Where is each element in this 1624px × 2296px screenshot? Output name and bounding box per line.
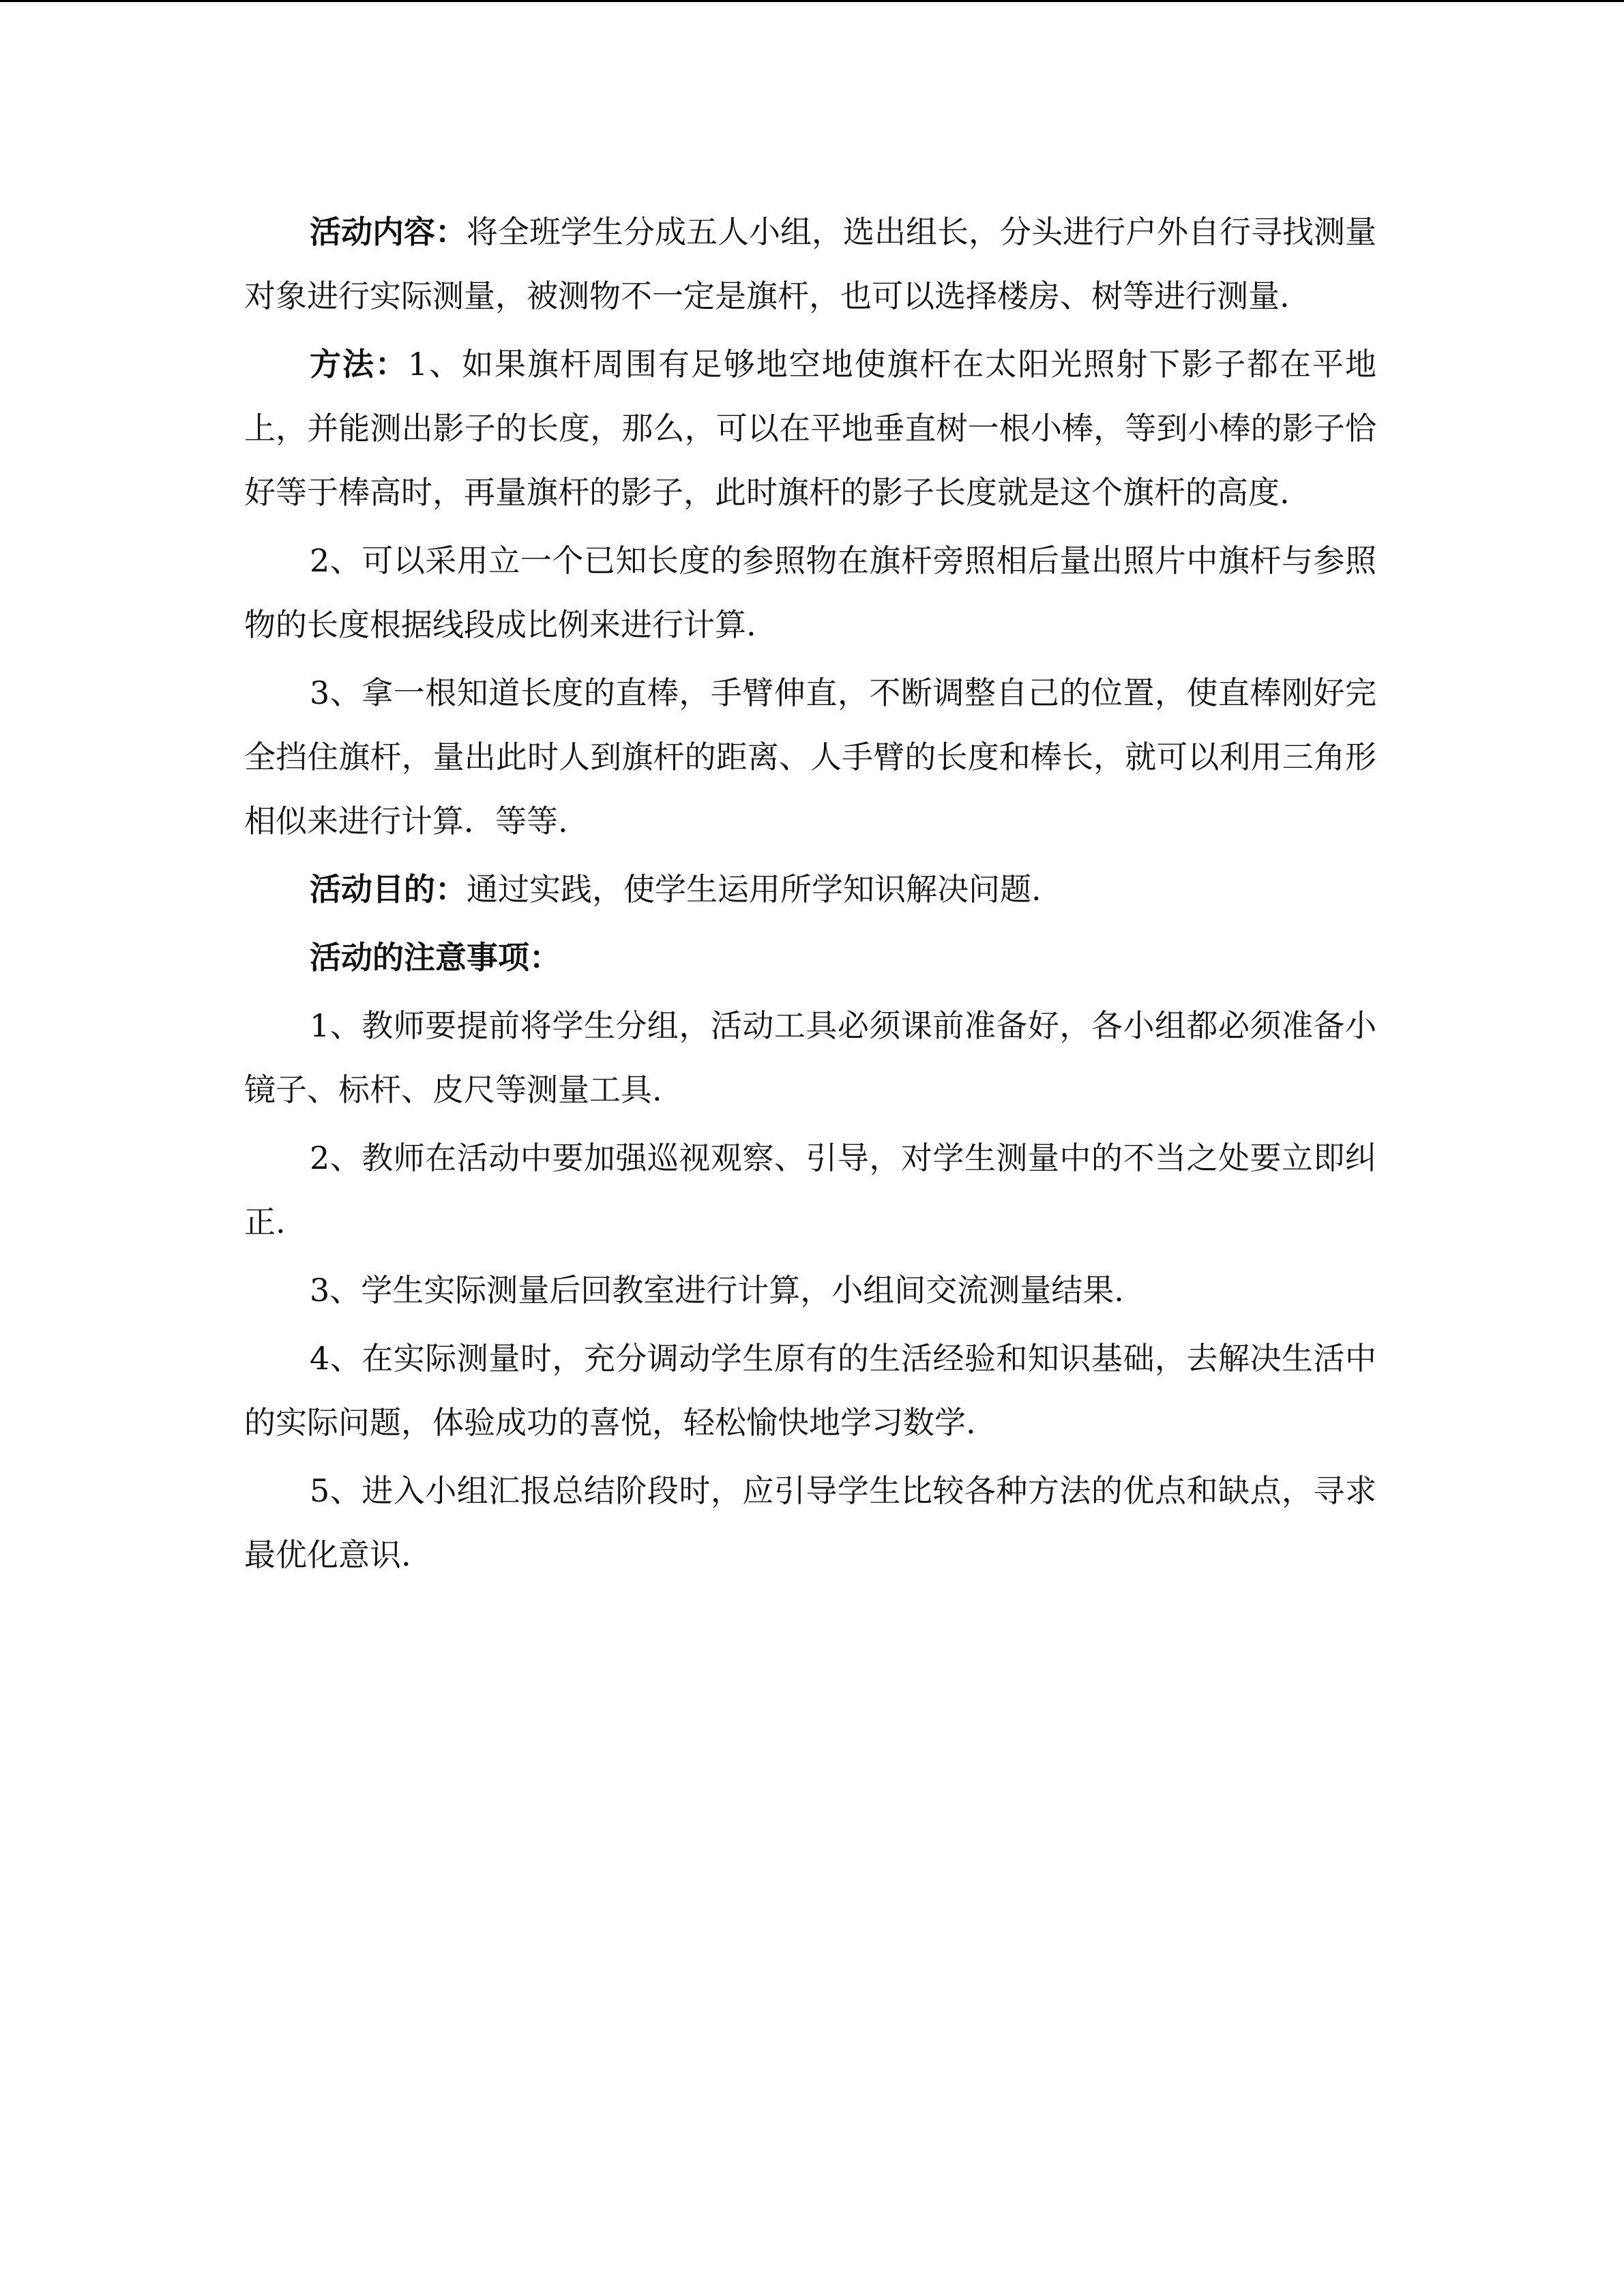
activity-content-text: 将全班学生分成五人小组，选出组长，分头进行户外自行寻找测量对象进行实际测量，被测物不一定是旗杆，也可以选择楼房、树等进行测量.	[244, 213, 1376, 314]
note-3-text: 3、学生实际测量后回教室进行计算，小组间交流测量结果.	[310, 1272, 1124, 1309]
note-2-text: 2、教师在活动中要加强巡视观察、引导，对学生测量中的不当之处要立即纠正.	[244, 1139, 1376, 1240]
method-3-text: 3、拿一根知道长度的直棒，手臂伸直，不断调整自己的位置，使直棒刚好完全挡住旗杆，量出此时人到旗杆的距离、人手臂的长度和棒长，就可以利用三角形相似来进行计算．等等.	[244, 674, 1376, 839]
paragraph-method-1	[244, 332, 1376, 524]
paragraph-note-3	[244, 1258, 1376, 1322]
paragraph-note-2	[244, 1126, 1376, 1254]
note-4-text: 4、在实际测量时，充分调动学生原有的生活经验和知识基础，去解决生活中的实际问题，体验成功的喜悦，轻松愉快地学习数学.	[244, 1340, 1376, 1441]
method-label: 方法：	[310, 346, 408, 383]
document-body	[244, 200, 1376, 1591]
activity-purpose-label: 活动目的：	[310, 871, 467, 908]
method-1-text: 1、如果旗杆周围有足够地空地使旗杆在太阳光照射下影子都在平地上，并能测出影子的长度，那么，可以在平地垂直树一根小棒，等到小棒的影子恰好等于棒高时，再量旗杆的影子，此时旗杆的影子长度就是这个旗杆的高度.	[244, 346, 1376, 511]
paragraph-activity-content	[244, 200, 1376, 328]
activity-content-label: 活动内容：	[310, 213, 467, 250]
paragraph-method-2	[244, 528, 1376, 657]
activity-purpose-text: 通过实践，使学生运用所学知识解决问题.	[467, 871, 1042, 908]
paragraph-note-1	[244, 994, 1376, 1122]
paragraph-note-5	[244, 1459, 1376, 1587]
paragraph-method-3	[244, 661, 1376, 853]
paragraph-notes-heading	[244, 925, 1376, 989]
method-2-text: 2、可以采用立一个已知长度的参照物在旗杆旁照相后量出照片中旗杆与参照物的长度根据线段成比例来进行计算.	[244, 542, 1376, 643]
paragraph-note-4	[244, 1326, 1376, 1455]
note-1-text: 1、教师要提前将学生分组，活动工具必须课前准备好，各小组都必须准备小镜子、标杆、皮尺等测量工具.	[244, 1007, 1376, 1108]
notes-heading: 活动的注意事项：	[310, 939, 561, 976]
paragraph-activity-purpose	[244, 857, 1376, 921]
note-5-text: 5、进入小组汇报总结阶段时，应引导学生比较各种方法的优点和缺点，寻求最优化意识.	[244, 1472, 1376, 1573]
